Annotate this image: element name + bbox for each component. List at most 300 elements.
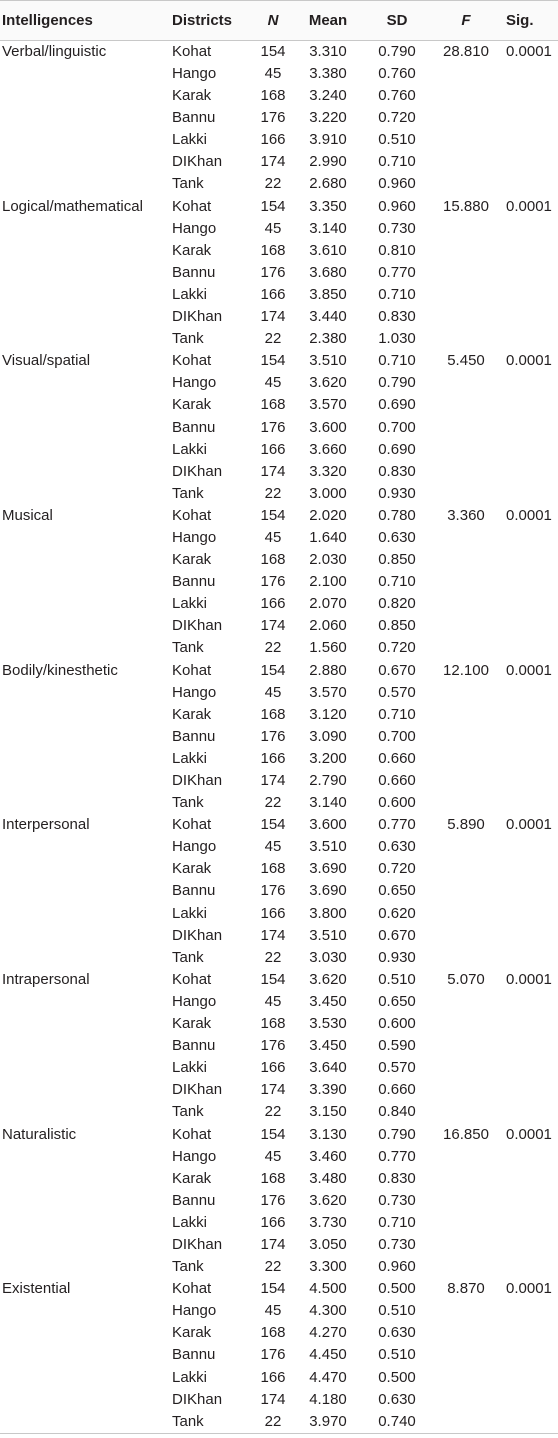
sig-cell xyxy=(500,107,558,129)
district-cell: Bannu xyxy=(172,1037,216,1055)
mean-cell: 2.680 xyxy=(309,175,347,193)
header-intelligences: Intelligences xyxy=(0,1,172,41)
mean-cell: 3.090 xyxy=(309,727,347,745)
n-cell: 174 xyxy=(260,1235,286,1253)
sig-cell xyxy=(500,947,558,969)
n-cell: 174 xyxy=(260,308,286,326)
mean-cell: 4.470 xyxy=(309,1368,347,1386)
n-cell: 154 xyxy=(260,506,286,524)
sd-cell: 0.720 xyxy=(378,860,416,878)
sig-cell xyxy=(500,1057,558,1079)
intelligence-cell xyxy=(0,593,172,615)
sd-cell: 0.600 xyxy=(378,1015,416,1033)
table-row xyxy=(0,925,558,947)
sd-cell: 0.670 xyxy=(378,661,416,679)
mean-cell: 4.500 xyxy=(309,1280,347,1298)
district-cell: DIKhan xyxy=(172,462,223,480)
table-row xyxy=(0,748,558,770)
n-cell: 154 xyxy=(260,816,286,834)
f-cell xyxy=(432,394,500,416)
sd-cell: 0.510 xyxy=(378,131,416,149)
district-cell: Kohat xyxy=(172,661,212,679)
f-cell xyxy=(432,1079,500,1101)
f-cell: 12.100 xyxy=(443,661,489,679)
mean-cell: 3.680 xyxy=(309,263,347,281)
sd-cell: 0.830 xyxy=(378,308,416,326)
n-cell: 22 xyxy=(264,948,282,966)
f-cell xyxy=(432,593,500,615)
sig-cell xyxy=(500,306,558,328)
sig-cell xyxy=(500,372,558,394)
district-cell: Karak xyxy=(172,87,212,105)
intelligence-cell xyxy=(0,1256,172,1278)
table-row xyxy=(0,129,558,151)
intelligence-cell xyxy=(0,1300,172,1322)
sd-cell: 0.660 xyxy=(378,749,416,767)
mean-cell: 3.620 xyxy=(309,374,347,392)
table-row xyxy=(0,262,558,284)
district-cell: Karak xyxy=(172,1169,212,1187)
sd-cell: 0.630 xyxy=(378,1324,416,1342)
table-row xyxy=(0,947,558,969)
sd-cell: 0.730 xyxy=(378,1191,416,1209)
sig-cell xyxy=(500,593,558,615)
sig-cell xyxy=(500,417,558,439)
sd-cell: 0.500 xyxy=(378,1280,416,1298)
mean-cell: 3.640 xyxy=(309,1059,347,1077)
intelligence-cell xyxy=(0,925,172,947)
district-cell: Kohat xyxy=(172,970,212,988)
district-cell: Karak xyxy=(172,551,212,569)
table-row xyxy=(0,85,558,107)
intelligence-cell xyxy=(0,1190,172,1212)
n-cell: 174 xyxy=(260,1390,286,1408)
table-row xyxy=(0,1190,558,1212)
mean-cell: 3.910 xyxy=(309,131,347,149)
sig-cell xyxy=(500,925,558,947)
mean-cell: 3.450 xyxy=(309,1037,347,1055)
district-cell: Karak xyxy=(172,396,212,414)
sd-cell: 0.960 xyxy=(378,175,416,193)
intelligence-cell: Visual/spatial xyxy=(2,352,91,370)
f-cell xyxy=(432,726,500,748)
sd-cell: 0.740 xyxy=(362,1411,432,1434)
district-cell: DIKhan xyxy=(172,926,223,944)
table-row xyxy=(0,1079,558,1101)
mean-cell: 3.850 xyxy=(309,285,347,303)
f-cell xyxy=(432,925,500,947)
n-cell: 45 xyxy=(264,374,282,392)
sig-cell xyxy=(500,173,558,195)
mean-cell: 3.120 xyxy=(309,705,347,723)
mean-cell: 3.660 xyxy=(309,440,347,458)
district-cell: Tank xyxy=(172,639,204,657)
district-cell: Tank xyxy=(172,948,204,966)
n-cell: 174 xyxy=(260,617,286,635)
mean-cell: 3.600 xyxy=(309,816,347,834)
f-cell xyxy=(432,704,500,726)
table-row xyxy=(0,549,558,571)
n-cell: 45 xyxy=(264,528,282,546)
table-row xyxy=(0,593,558,615)
intelligence-cell xyxy=(0,792,172,814)
table-row xyxy=(0,1322,558,1344)
header-sig: Sig. xyxy=(500,1,558,41)
f-cell xyxy=(432,571,500,593)
sd-cell: 0.730 xyxy=(378,1235,416,1253)
district-cell: Tank xyxy=(172,794,204,812)
district-cell: Tank xyxy=(172,1103,204,1121)
intelligence-cell xyxy=(0,836,172,858)
sig-cell: 0.0001 xyxy=(506,661,552,679)
sig-cell xyxy=(500,262,558,284)
district-cell: Tank xyxy=(172,1258,204,1276)
intelligence-cell xyxy=(0,1101,172,1123)
n-cell: 22 xyxy=(264,330,282,348)
header-districts: Districts xyxy=(172,1,252,41)
n-cell: 45 xyxy=(264,65,282,82)
district-cell: Hango xyxy=(172,992,217,1010)
sd-cell: 0.730 xyxy=(378,219,416,237)
mean-cell: 2.100 xyxy=(309,573,347,591)
sd-cell: 0.630 xyxy=(378,528,416,546)
f-cell xyxy=(432,306,500,328)
district-cell: Kohat xyxy=(172,352,212,370)
district-cell: Bannu xyxy=(172,573,216,591)
sig-cell xyxy=(500,483,558,505)
mean-cell: 3.620 xyxy=(309,970,347,988)
table-row xyxy=(0,770,558,792)
sig-cell xyxy=(500,991,558,1013)
mean-cell: 3.030 xyxy=(309,948,347,966)
district-cell: Tank xyxy=(172,1411,252,1434)
n-cell: 174 xyxy=(260,1081,286,1099)
sig-cell xyxy=(500,549,558,571)
sig-cell xyxy=(500,129,558,151)
n-cell: 168 xyxy=(260,1169,286,1187)
table-row xyxy=(0,571,558,593)
mean-cell: 4.450 xyxy=(309,1346,347,1364)
intelligence-cell xyxy=(0,947,172,969)
sig-cell xyxy=(500,1411,558,1434)
sig-cell xyxy=(500,1300,558,1322)
table-row xyxy=(0,328,558,350)
sd-cell: 0.710 xyxy=(378,573,416,591)
sig-cell xyxy=(500,240,558,262)
intelligence-cell: Verbal/linguistic xyxy=(2,43,107,60)
f-cell xyxy=(432,1168,500,1190)
district-cell: DIKhan xyxy=(172,1390,223,1408)
f-cell xyxy=(432,1411,500,1434)
sig-cell xyxy=(500,1212,558,1234)
mean-cell: 3.510 xyxy=(309,838,347,856)
sig-cell xyxy=(500,284,558,306)
n-cell: 166 xyxy=(260,1368,286,1386)
f-cell xyxy=(432,63,500,85)
header-n: N xyxy=(252,1,294,41)
mean-cell: 2.990 xyxy=(309,153,347,171)
n-cell: 176 xyxy=(260,1346,286,1364)
sig-cell xyxy=(500,1190,558,1212)
district-cell: Karak xyxy=(172,1015,212,1033)
district-cell: Karak xyxy=(172,860,212,878)
sig-cell xyxy=(500,85,558,107)
sig-cell xyxy=(500,527,558,549)
sd-cell: 0.770 xyxy=(378,816,416,834)
intelligence-cell xyxy=(0,1146,172,1168)
table-row xyxy=(0,151,558,173)
district-cell: Karak xyxy=(172,241,212,259)
n-cell: 22 xyxy=(252,1411,294,1434)
table-row xyxy=(0,880,558,902)
sd-cell: 0.770 xyxy=(378,1147,416,1165)
sig-cell: 0.0001 xyxy=(506,1280,552,1298)
sd-cell: 0.660 xyxy=(378,772,416,789)
f-cell: 5.070 xyxy=(447,970,485,988)
table-row xyxy=(0,615,558,637)
f-cell xyxy=(432,527,500,549)
mean-cell: 2.060 xyxy=(309,617,347,635)
mean-cell: 4.300 xyxy=(309,1302,347,1320)
sig-cell xyxy=(500,637,558,659)
mean-cell: 3.240 xyxy=(309,87,347,105)
district-cell: Bannu xyxy=(172,263,216,281)
district-cell: Lakki xyxy=(172,749,208,767)
district-cell: Kohat xyxy=(172,816,212,834)
district-cell: Lakki xyxy=(172,595,208,613)
district-cell: DIKhan xyxy=(172,772,223,789)
table-row xyxy=(0,483,558,505)
n-cell: 45 xyxy=(264,1147,282,1165)
f-cell xyxy=(432,1101,500,1123)
intelligence-cell xyxy=(0,151,172,173)
f-cell xyxy=(432,262,500,284)
table-row xyxy=(0,350,558,372)
intelligence-cell xyxy=(0,328,172,350)
mean-cell: 3.600 xyxy=(309,418,347,436)
intelligence-cell: Interpersonal xyxy=(2,816,90,834)
intelligence-cell xyxy=(0,483,172,505)
sd-cell: 0.570 xyxy=(378,1059,416,1077)
sig-cell xyxy=(500,836,558,858)
intelligence-cell xyxy=(0,726,172,748)
sig-cell xyxy=(500,1101,558,1123)
n-cell: 168 xyxy=(260,1015,286,1033)
table-row xyxy=(0,240,558,262)
sd-cell: 0.710 xyxy=(378,153,416,171)
f-cell xyxy=(432,461,500,483)
sd-cell: 0.760 xyxy=(378,87,416,105)
table-row xyxy=(0,903,558,925)
intelligence-cell xyxy=(0,549,172,571)
sig-cell xyxy=(500,63,558,85)
f-cell xyxy=(432,1344,500,1366)
f-cell: 16.850 xyxy=(443,1125,489,1143)
district-cell: Lakki xyxy=(172,285,208,303)
table-row xyxy=(0,991,558,1013)
district-cell: Kohat xyxy=(172,1125,212,1143)
table-row xyxy=(0,1411,558,1434)
intelligence-cell xyxy=(0,394,172,416)
intelligence-cell xyxy=(0,704,172,726)
district-cell: Hango xyxy=(172,374,217,392)
sig-cell xyxy=(500,1013,558,1035)
intelligence-cell xyxy=(0,615,172,637)
sd-cell: 0.630 xyxy=(378,838,416,856)
table-row xyxy=(0,1389,558,1411)
n-cell: 166 xyxy=(260,749,286,767)
district-cell: Hango xyxy=(172,838,217,856)
f-cell xyxy=(432,770,500,792)
n-cell: 174 xyxy=(260,926,286,944)
sd-cell: 0.690 xyxy=(378,440,416,458)
n-cell: 22 xyxy=(264,175,282,193)
mean-cell: 3.390 xyxy=(309,1081,347,1099)
district-cell: DIKhan xyxy=(172,1235,223,1253)
district-cell: Bannu xyxy=(172,882,216,900)
sd-cell: 0.790 xyxy=(378,1125,416,1143)
sd-cell: 0.930 xyxy=(378,484,416,502)
n-cell: 45 xyxy=(264,838,282,856)
sig-cell xyxy=(500,880,558,902)
sd-cell: 0.760 xyxy=(378,65,416,82)
intelligence-cell xyxy=(0,107,172,129)
table-row xyxy=(0,284,558,306)
sd-cell: 0.720 xyxy=(378,639,416,657)
mean-cell: 3.220 xyxy=(309,109,347,127)
intelligence-cell xyxy=(0,1013,172,1035)
sig-cell xyxy=(500,1146,558,1168)
sig-cell: 0.0001 xyxy=(506,1125,552,1143)
table-row xyxy=(0,461,558,483)
sig-cell xyxy=(500,1322,558,1344)
n-cell: 166 xyxy=(260,1213,286,1231)
sd-cell: 0.710 xyxy=(378,352,416,370)
sd-cell: 1.030 xyxy=(378,330,416,348)
intelligence-cell: Bodily/kinesthetic xyxy=(2,661,118,679)
sig-cell xyxy=(500,1079,558,1101)
table-row xyxy=(0,439,558,461)
mean-cell: 3.140 xyxy=(309,219,347,237)
district-cell: Hango xyxy=(172,65,217,82)
table-row xyxy=(0,527,558,549)
mean-cell: 3.610 xyxy=(309,241,347,259)
mean-cell: 2.030 xyxy=(309,551,347,569)
sig-cell xyxy=(500,571,558,593)
district-cell: Hango xyxy=(172,1302,217,1320)
intelligence-cell xyxy=(0,637,172,659)
sd-cell: 0.570 xyxy=(378,683,416,701)
intelligence-cell xyxy=(0,284,172,306)
sig-cell xyxy=(500,1367,558,1389)
n-cell: 22 xyxy=(264,639,282,657)
intelligence-cell: Musical xyxy=(2,506,53,524)
sd-cell: 0.830 xyxy=(378,462,416,480)
sig-cell xyxy=(500,394,558,416)
table-row xyxy=(0,726,558,748)
district-cell: Kohat xyxy=(172,43,212,60)
f-cell xyxy=(432,173,500,195)
mean-cell: 3.380 xyxy=(309,65,347,82)
f-cell xyxy=(432,1256,500,1278)
header-f: F xyxy=(432,1,500,41)
intelligence-cell xyxy=(0,770,172,792)
sd-cell: 0.510 xyxy=(378,1302,416,1320)
district-cell: Tank xyxy=(172,330,204,348)
f-cell xyxy=(432,991,500,1013)
intelligence-cell xyxy=(0,1079,172,1101)
district-cell: Tank xyxy=(172,175,204,193)
district-cell: Bannu xyxy=(172,418,216,436)
header-mean: Mean xyxy=(294,1,362,41)
f-cell xyxy=(432,107,500,129)
district-cell: Lakki xyxy=(172,131,208,149)
sig-cell: 0.0001 xyxy=(506,816,552,834)
district-cell: Lakki xyxy=(172,440,208,458)
sd-cell: 0.780 xyxy=(378,506,416,524)
sd-cell: 0.710 xyxy=(378,705,416,723)
n-cell: 168 xyxy=(260,551,286,569)
sd-cell: 0.700 xyxy=(378,418,416,436)
f-cell xyxy=(432,1389,500,1411)
sd-cell: 0.810 xyxy=(378,241,416,259)
mean-cell: 4.270 xyxy=(309,1324,347,1342)
intelligence-cell xyxy=(0,218,172,240)
sig-cell xyxy=(500,858,558,880)
mean-cell: 3.570 xyxy=(309,683,347,701)
n-cell: 176 xyxy=(260,1037,286,1055)
table-row xyxy=(0,704,558,726)
intelligence-cell xyxy=(0,262,172,284)
mean-cell: 3.300 xyxy=(309,1258,347,1276)
intelligence-cell xyxy=(0,417,172,439)
sig-cell: 0.0001 xyxy=(506,43,552,60)
table-row xyxy=(0,682,558,704)
f-cell xyxy=(432,880,500,902)
table-row xyxy=(0,1344,558,1366)
mean-cell: 3.350 xyxy=(309,197,347,215)
mean-cell: 2.020 xyxy=(309,506,347,524)
sig-cell xyxy=(500,682,558,704)
sig-cell xyxy=(500,1344,558,1366)
intelligence-cell: Existential xyxy=(2,1280,71,1298)
f-cell xyxy=(432,439,500,461)
n-cell: 45 xyxy=(264,1302,282,1320)
f-cell: 5.890 xyxy=(447,816,485,834)
n-cell: 166 xyxy=(260,1059,286,1077)
sd-cell: 0.670 xyxy=(378,926,416,944)
n-cell: 154 xyxy=(260,1280,286,1298)
n-cell: 168 xyxy=(260,241,286,259)
n-cell: 45 xyxy=(264,219,282,237)
f-cell: 8.870 xyxy=(447,1280,485,1298)
n-cell: 168 xyxy=(260,1324,286,1342)
f-cell: 28.810 xyxy=(443,43,489,60)
sd-cell: 0.710 xyxy=(378,1213,416,1231)
mean-cell: 2.380 xyxy=(309,330,347,348)
n-cell: 154 xyxy=(260,1125,286,1143)
table-row xyxy=(0,660,558,682)
intelligence-cell xyxy=(0,1057,172,1079)
n-cell: 166 xyxy=(260,595,286,613)
f-cell: 5.450 xyxy=(447,352,485,370)
table-row xyxy=(0,372,558,394)
sd-cell: 0.850 xyxy=(378,617,416,635)
mean-cell: 3.510 xyxy=(309,926,347,944)
f-cell xyxy=(432,1035,500,1057)
sig-cell xyxy=(500,439,558,461)
mean-cell: 3.050 xyxy=(309,1235,347,1253)
